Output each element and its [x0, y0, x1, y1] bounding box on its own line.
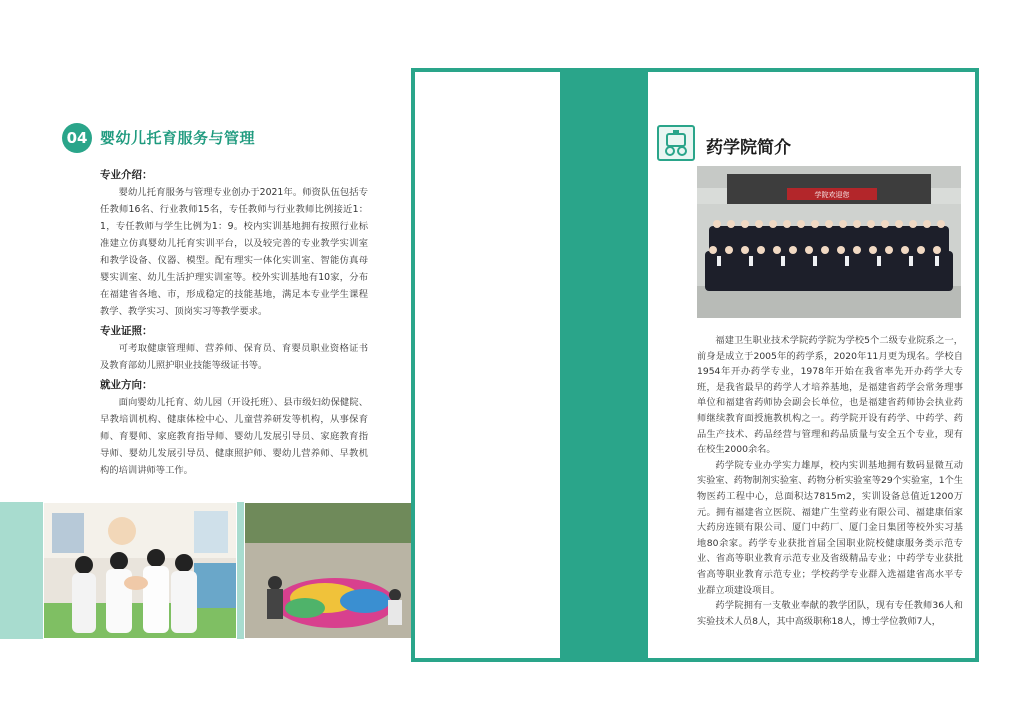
intro-heading: 专业介绍：: [100, 169, 153, 181]
green-spine: [560, 68, 648, 662]
welcome-banner-text: 学院欢迎您: [814, 191, 850, 199]
section-number-badge: 04: [62, 123, 92, 153]
certificates-body: 可考取健康管理师、营养师、保育员、育婴员职业资格证书及教育部幼儿照护职业技能等级证书等。: [100, 343, 368, 371]
section-title: 婴幼儿托育服务与管理: [100, 129, 256, 147]
program-description: [100, 166, 368, 481]
intro-paragraph-3: 药学院拥有一支敬业奉献的教学团队，现有专任教师36人和实验技术人员8人，其中高级职称18人，博士学位教师7人，: [697, 600, 963, 627]
faculty-group-photo: [697, 166, 961, 318]
college-title: 药学院简介: [706, 138, 791, 158]
pharmacy-icon: [657, 125, 695, 161]
careers-heading: 就业方向：: [100, 379, 153, 391]
intro-paragraph-1: 福建卫生职业技术学院药学院为学校5个二级专业院系之一，前身是成立于2005年的药学系，2020年11月更为现名。学校自1954年开办药学专业，1978年开始在我省率先开办药学大专班，是我省最早的药学人才培养基地，是福建省药学会常务理事单位和福建省药师协会副会长单位，也是福建省药师协会执业药师继续教育面授施教机构之一。药学院开设有药学、中药学、药品生产技术、药品经营与管理和药品质量与安全五个专业，现有在校生2000余名。: [697, 335, 963, 456]
careers-body: 面向婴幼儿托育、幼儿园（开设托班）、县市级妇幼保健院、早教培训机构、健康体检中心、儿童营养研发等机构，从事保育师、育婴师、家庭教育指导师、婴幼儿发展引导员、家庭教育指导师、婴幼儿发展引导员、健康照护师、婴幼儿营养师、早教机构的培训讲师等工作。: [100, 397, 368, 476]
intro-body: 婴幼儿托育服务与管理专业创办于2021年。师资队伍包括专任教师16名、行业教师15名，专任教师与行业教师比例接近1：1，专任教师与学生比例为1：9。校内实训基地拥有按照行业标准建立仿真婴幼儿托育实训平台，以及较完善的专业教学实训室和教学设备、仪器、模型。配有理实一体化实训室、智能仿真母婴实训室、幼儿生活护理实训室等。校外实训基地有10家，分布在福建省各地、市，形成稳定的技能基地，满足本专业学生课程教学、教学实习、顶岗实习等教学要求。: [100, 187, 368, 317]
college-introduction: [697, 333, 963, 629]
certificates-heading: 专业证照：: [100, 325, 153, 337]
childcare-training-photo: [43, 502, 237, 639]
intro-paragraph-2: 药学院专业办学实力雄厚，校内实训基地拥有数码显微互动实验室、药物制剂实验室、药物分析实验室等29个实验室，1个生物医药工程中心，总面积达7815m2，实训设备总值近1200万元。拥有福建省立医院、福建广生堂药业有限公司、福建康佰家大药房连锁有限公司、厦门中药厂、厦门金日集团等校外实习基地80余家。药学专业获批首届全国职业院校健康服务类示范专业、省高等职业教育示范专业及省级精品专业；中药学专业获批省高等职业教育示范专业；学校药学专业群入选福建省高水平专业群立项建设项目。: [697, 459, 963, 596]
